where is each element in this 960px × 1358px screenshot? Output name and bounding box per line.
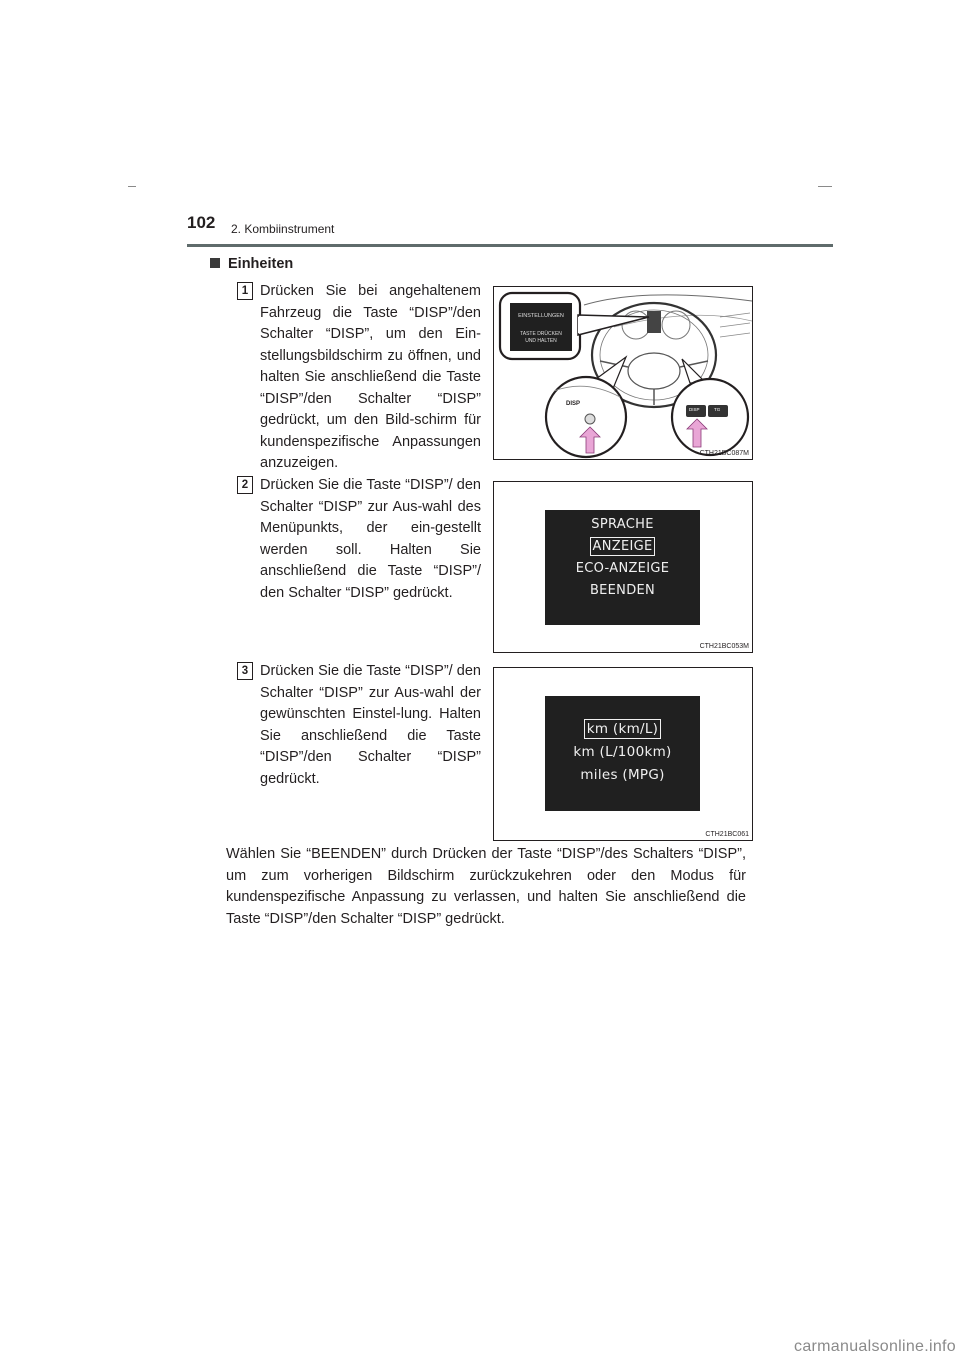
disp-label-right: DISP	[689, 407, 700, 412]
square-bullet-icon	[210, 258, 220, 268]
closing-paragraph: Wählen Sie “BEENDEN” durch Drücken der Taste “DISP”/des Schalters “DISP”, um zum vorherigen Bildschirm zurückzukehren oder den Modus für kundenspezifische Anpassung zu verlassen, und halten Sie anschließend die Taste “DISP”/den Schalter “DISP” gedrückt.	[226, 846, 746, 927]
crop-mark-right	[818, 186, 832, 187]
figure-3-code: CTH21BC061	[705, 831, 749, 838]
figure-menu-screen	[493, 481, 753, 653]
figure-steering-wheel	[493, 286, 753, 460]
menu-item-sprache: SPRACHE	[591, 517, 654, 532]
step-2-badge: 2	[237, 476, 253, 494]
callout-line-2: UND HALTEN	[525, 338, 557, 344]
chapter-title: 2. Kombiinstrument	[231, 222, 335, 236]
watermark: carmanualsonline.info	[794, 1338, 956, 1355]
unit-option-km-l-100km: km (L/100km)	[573, 744, 672, 760]
figure-1-code: CTH21BC087M	[699, 450, 749, 457]
disp-label-left: DISP	[566, 401, 581, 407]
unit-option-miles-mpg: miles (MPG)	[580, 767, 665, 783]
figure-2-code: CTH21BC053M	[699, 643, 749, 650]
header-rule	[187, 244, 833, 247]
crop-mark-left	[128, 186, 136, 187]
page-number: 102	[187, 213, 216, 232]
menu-item-anzeige-selected: ANZEIGE	[545, 539, 700, 554]
menu-item-beenden: BEENDEN	[589, 583, 656, 598]
tg-label-right: TG	[714, 407, 721, 412]
step-1-text: Drücken Sie bei angehaltenem Fahrzeug die Taste “DISP”/den Schalter “DISP”, um den Ein-stellungsbildschirm zu öffnen, und halten Sie anschließend die Taste “DISP”/den Schalter “DISP” gedrückt, um den Bild-schirm für kundenspezifische Anpassungen anzuzeigen.	[260, 283, 481, 471]
display-screen-units	[545, 696, 700, 811]
step-1-badge: 1	[237, 282, 253, 300]
display-screen	[545, 510, 700, 625]
figure-units-screen	[493, 667, 753, 841]
section-heading-text: Einheiten	[228, 256, 294, 272]
callout-line-1: TASTE DRÜCKEN	[520, 331, 562, 337]
step-3-badge: 3	[237, 662, 253, 680]
menu-item-eco-anzeige: ECO-ANZEIGE	[575, 561, 670, 576]
callout-title: EINSTELLUNGEN	[518, 313, 564, 319]
section-heading	[210, 256, 293, 272]
unit-option-km-km-l-selected: km (km/L)	[545, 721, 700, 737]
step-2-text: Drücken Sie die Taste “DISP”/ den Schalter “DISP” zur Aus-wahl des Menüpunkts, der ein-gestellt werden soll. Halten Sie anschließend die Taste “DISP”/ den Schalter “DISP” gedrückt.	[260, 477, 481, 601]
step-3-text: Drücken Sie die Taste “DISP”/ den Schalter “DISP” zur Aus-wahl der gewünschten Einstel-lung. Halten Sie anschließend die Taste “DISP”/den Schalter “DISP” gedrückt.	[260, 663, 481, 787]
